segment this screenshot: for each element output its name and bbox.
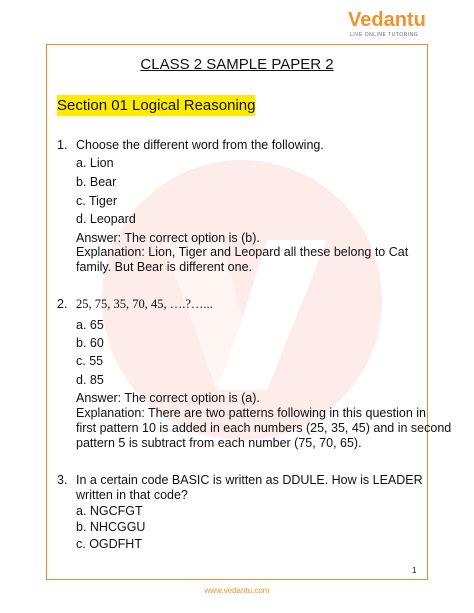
question-number: 1. [57, 138, 68, 152]
section-heading: Section 01 Logical Reasoning [57, 97, 256, 114]
option: a. Lion [76, 156, 114, 170]
explanation-line: pattern 5 is subtract from each number (75, 70, 65). [76, 436, 362, 450]
explanation-line: first pattern 10 is added in each numbers (25, 35, 45) and in second [76, 421, 452, 435]
logo-text: Vedantu [348, 9, 426, 31]
question-text: 25, 75, 35, 70, 45, ….?…... [76, 297, 213, 311]
explanation-line: Explanation: Lion, Tiger and Leopard all these belong to Cat [76, 245, 409, 259]
option: d. 85 [76, 373, 104, 387]
option: b. NHCGGU [76, 520, 146, 534]
explanation-line: Explanation: There are two patterns following in this question in [76, 406, 426, 420]
option: c. 55 [76, 354, 104, 368]
page-number: 1 [412, 566, 417, 575]
question-text: Choose the different word from the following. [76, 138, 324, 152]
question-text-line: written in that code? [76, 488, 188, 502]
option: a. NGCFGT [76, 504, 143, 518]
option: b. Bear [76, 175, 117, 189]
option: c. Tiger [76, 194, 117, 208]
explanation-line: family. But Bear is different one. [76, 260, 253, 274]
option: a. 65 [76, 318, 104, 332]
paper-title: CLASS 2 SAMPLE PAPER 2 [140, 56, 334, 73]
answer-text: Answer: The correct option is (a). [76, 391, 260, 405]
answer-text: Answer: The correct option is (b). [76, 231, 260, 245]
question-number: 3. [57, 473, 68, 487]
option: d. Leopard [76, 212, 136, 226]
question-number: 2. [57, 297, 68, 311]
option: c. OGDFHT [76, 537, 142, 551]
logo-tagline: LIVE ONLINE TUTORING [350, 32, 419, 38]
footer-url[interactable]: www.vedantu.com [204, 586, 270, 595]
question-text-line: In a certain code BASIC is written as DDULE. How is LEADER [76, 473, 423, 487]
option: b. 60 [76, 336, 104, 350]
